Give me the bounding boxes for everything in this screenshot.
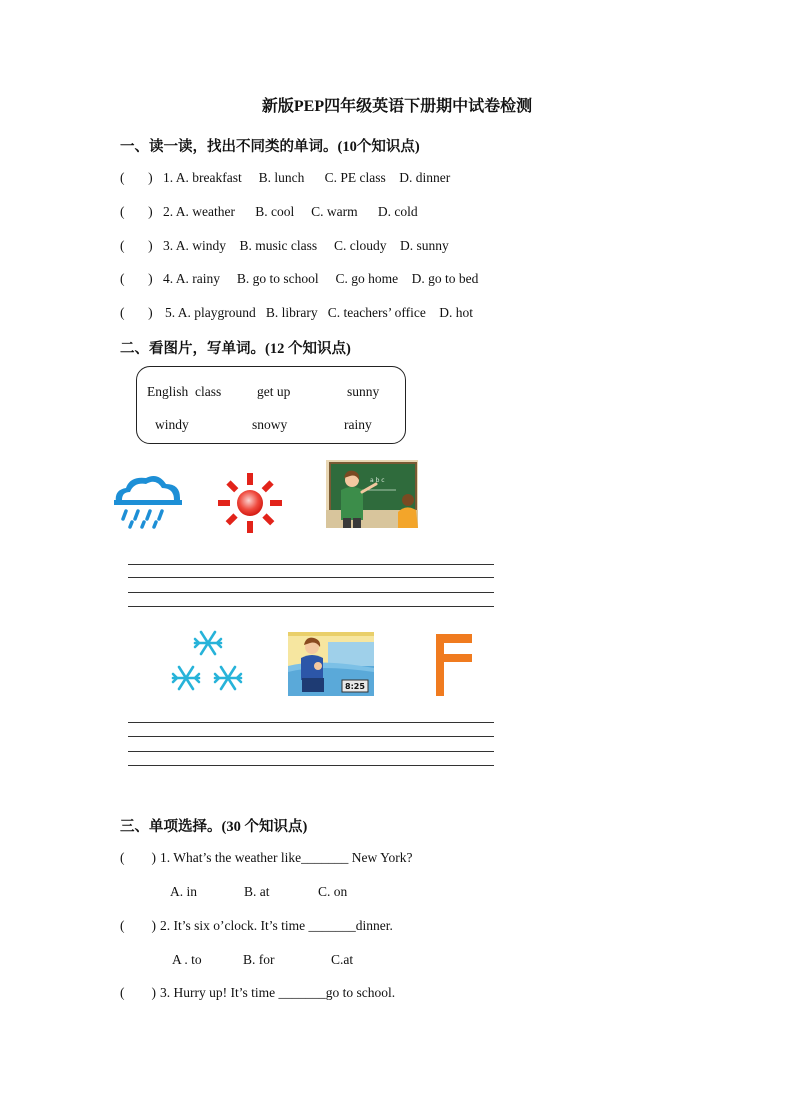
question-text: 3. Hurry up! It’s time _______go to school. — [160, 985, 396, 1000]
question-text: 1. What’s the weather like_______ New York? — [160, 850, 413, 865]
rain-cloud-icon — [110, 470, 184, 530]
answer-bracket[interactable]: ( ) — [120, 985, 156, 1000]
english-class-picture — [326, 460, 418, 528]
answer-bracket[interactable]: ( ) — [120, 918, 156, 933]
writing-line[interactable] — [128, 564, 494, 565]
option-c[interactable]: C.at — [331, 952, 354, 967]
page-title: 新版PEP四年级英语下册期中试卷检测 — [261, 98, 533, 115]
question-text: 2. A. weather B. cool C. warm D. cold — [163, 204, 418, 219]
option-b[interactable]: B. at — [244, 884, 270, 899]
word-bank-item: windy — [155, 417, 189, 432]
writing-line[interactable] — [128, 592, 494, 593]
section1-heading: 一、读一读，找出不同类的单词。(10个知识点) — [120, 139, 420, 155]
section2-heading: 二、看图片，写单词。(12 个知识点) — [120, 341, 351, 357]
word-bank-item: sunny — [347, 384, 380, 399]
snow-icon — [168, 626, 248, 696]
writing-line[interactable] — [128, 577, 494, 578]
answer-bracket[interactable]: ( ) — [120, 850, 156, 865]
word-bank — [136, 366, 406, 444]
clock-time: 8:25 — [345, 682, 365, 691]
writing-line[interactable] — [128, 751, 494, 752]
question-text: 3. A. windy B. music class C. cloudy D. sunny — [163, 238, 449, 253]
section3-heading: 三、单项选择。(30 个知识点) — [120, 819, 308, 835]
answer-bracket[interactable]: ( ) — [120, 204, 153, 219]
word-bank-item: get up — [257, 384, 291, 399]
wind-flag-icon — [434, 634, 474, 698]
writing-line[interactable] — [128, 765, 494, 766]
question-text: 1. A. breakfast B. lunch C. PE class D. dinner — [163, 170, 451, 185]
question-text: 5. A. playground B. library C. teachers’ office D. hot — [165, 305, 474, 320]
writing-line[interactable] — [128, 722, 494, 723]
word-bank-item: rainy — [344, 417, 372, 432]
word-bank-item: snowy — [252, 417, 288, 432]
answer-bracket[interactable]: ( ) — [120, 271, 153, 286]
get-up-picture — [288, 632, 374, 696]
question-text: 2. It’s six o’clock. It’s time _______dinner. — [160, 918, 393, 933]
sun-icon — [217, 472, 283, 534]
option-a[interactable]: A. in — [170, 884, 197, 899]
answer-bracket[interactable]: ( ) — [120, 170, 153, 185]
word-bank-item: English class — [147, 384, 222, 399]
option-b[interactable]: B. for — [243, 952, 275, 967]
option-c[interactable]: C. on — [318, 884, 348, 899]
writing-line[interactable] — [128, 736, 494, 737]
question-text: 4. A. rainy B. go to school C. go home D. go to bed — [163, 271, 479, 286]
writing-line[interactable] — [128, 606, 494, 607]
option-a[interactable]: A . to — [172, 952, 202, 967]
answer-bracket[interactable]: ( ) — [120, 238, 153, 253]
svg-text:a b c: a b c — [370, 477, 385, 484]
answer-bracket[interactable]: ( ) — [120, 305, 153, 320]
